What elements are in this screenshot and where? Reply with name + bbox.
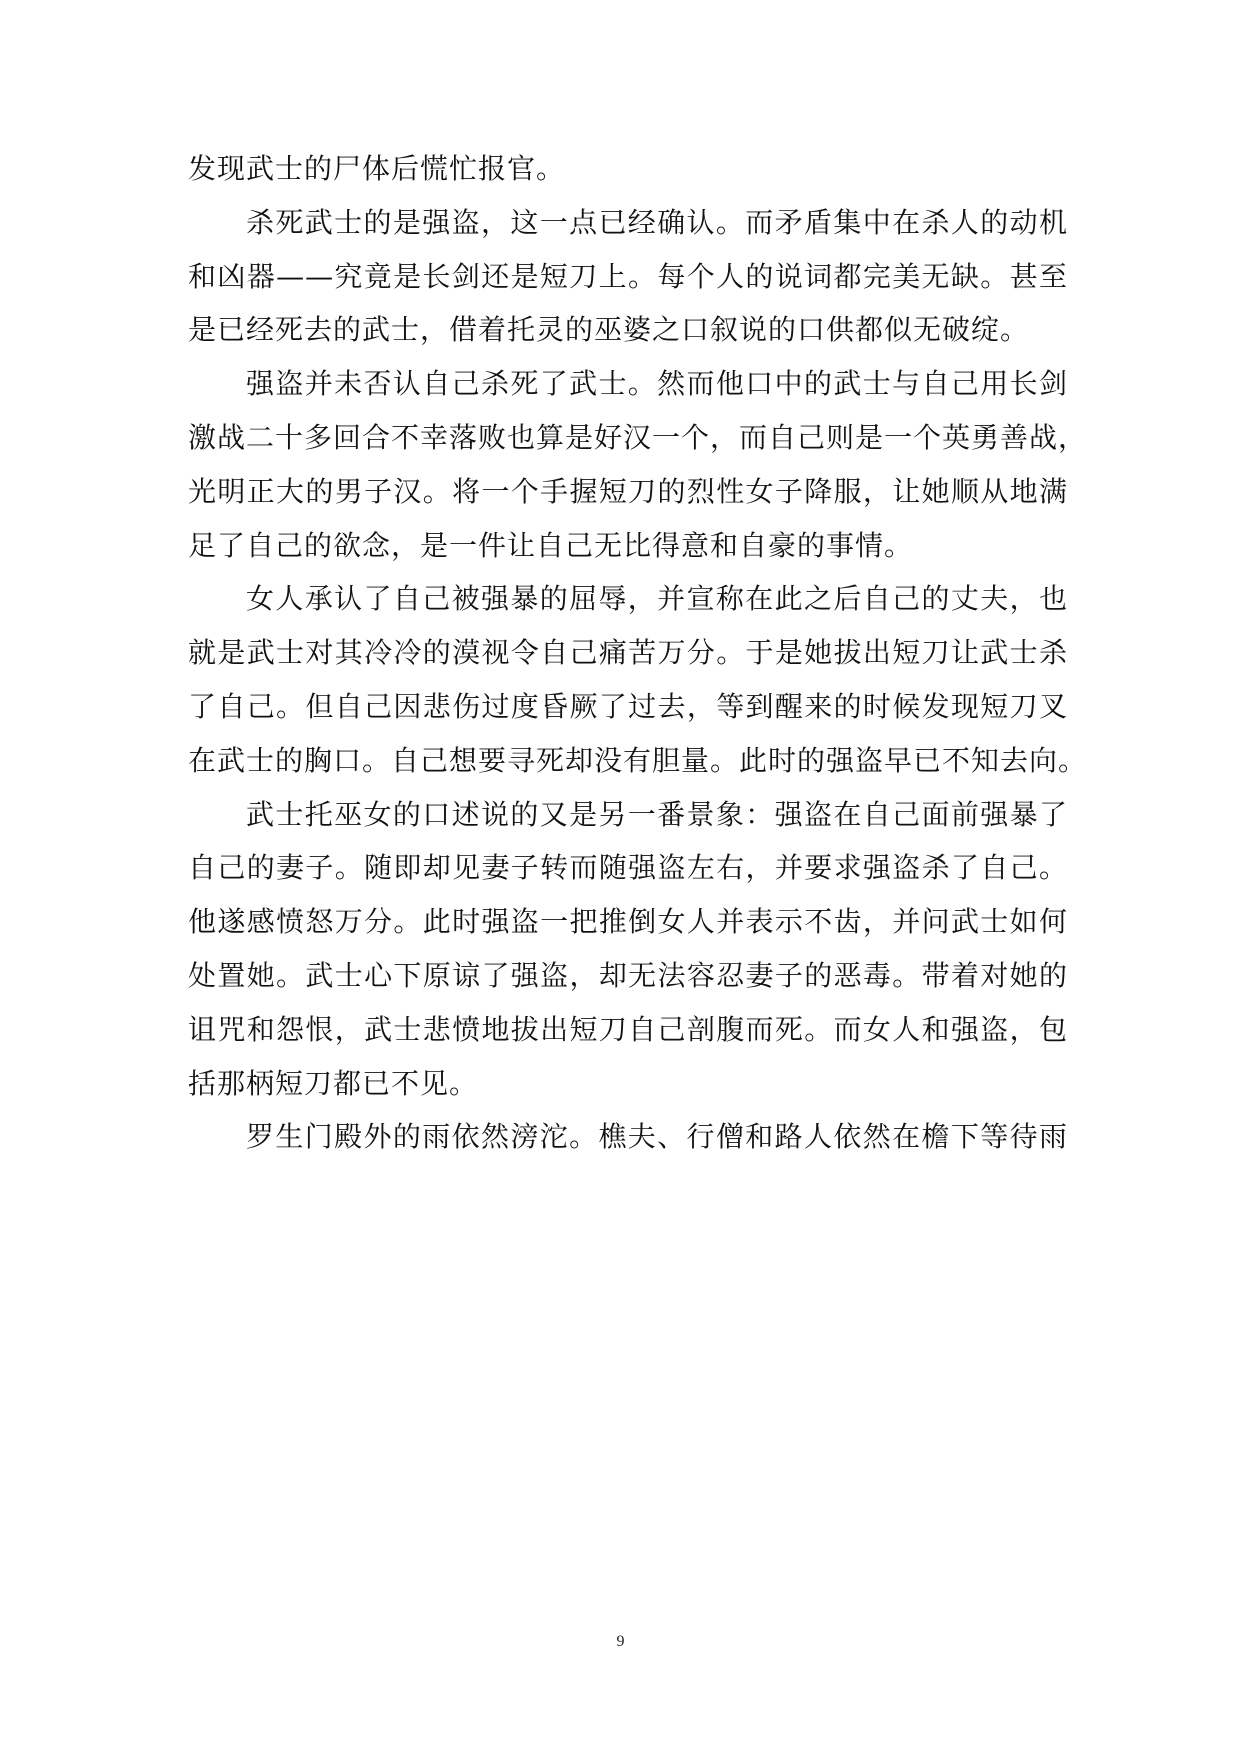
page-number: 9 — [616, 1633, 625, 1650]
text-line: 激战二十多回合不幸落败也算是好汉一个，而自己则是一个英勇善战， — [188, 420, 1088, 454]
paragraph-first-line: 强盗并未否认自己杀死了武士。然而他口中的武士与自己用长剑 — [246, 367, 1068, 401]
text-line: 和凶器——究竟是长剑还是短刀上。每个人的说词都完美无缺。甚至 — [188, 259, 1068, 293]
text-line: 处置她。武士心下原谅了强盗，却无法容忍妻子的恶毒。带着对她的 — [188, 958, 1068, 992]
text-line: 自己的妻子。随即却见妻子转而随强盗左右，并要求强盗杀了自己。 — [188, 851, 1068, 885]
text-line: 光明正大的男子汉。将一个手握短刀的烈性女子降服，让她顺从地满 — [188, 474, 1068, 508]
text-line: 足了自己的欲念，是一件让自己无比得意和自豪的事情。 — [188, 528, 914, 562]
text-line: 了自己。但自己因悲伤过度昏厥了过去，等到醒来的时候发现短刀叉 — [188, 689, 1068, 723]
text-line: 在武士的胸口。自己想要寻死却没有胆量。此时的强盗早已不知去向。 — [188, 743, 1088, 777]
text-line: 他遂感愤怒万分。此时强盗一把推倒女人并表示不齿，并问武士如何 — [188, 905, 1068, 939]
paragraph-first-line: 武士托巫女的口述说的又是另一番景象：强盗在自己面前强暴了 — [246, 797, 1068, 831]
paragraph-first-line: 女人承认了自己被强暴的屈辱，并宣称在此之后自己的丈夫，也 — [246, 582, 1068, 616]
text-line: 括那柄短刀都已不见。 — [188, 1066, 479, 1100]
text-line: 诅咒和怨恨，武士悲愤地拔出短刀自己剖腹而死。而女人和强盗，包 — [188, 1012, 1068, 1046]
paragraph-first-line: 杀死武士的是强盗，这一点已经确认。而矛盾集中在杀人的动机 — [246, 205, 1068, 239]
paragraph-first-line: 罗生门殿外的雨依然滂沱。樵夫、行僧和路人依然在檐下等待雨 — [246, 1120, 1068, 1154]
text-line: 就是武士对其冷冷的漠视令自己痛苦万分。于是她拔出短刀让武士杀 — [188, 636, 1068, 670]
text-line: 发现武士的尸体后慌忙报官。 — [188, 152, 566, 185]
text-line: 是已经死去的武士，借着托灵的巫婆之口叙说的口供都似无破绽。 — [188, 313, 1030, 347]
body-text — [188, 142, 1088, 1164]
